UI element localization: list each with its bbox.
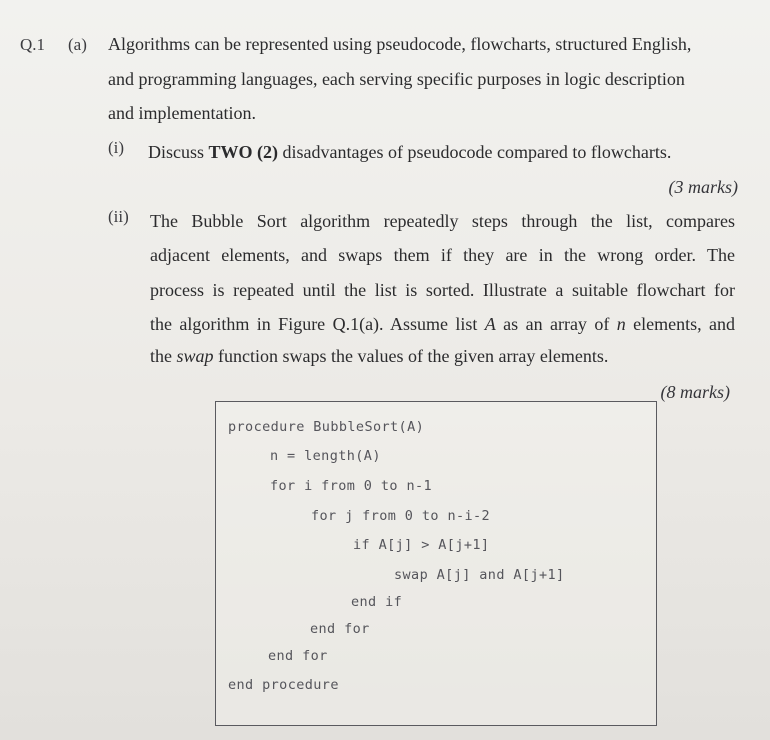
sub-ii-line-4 <box>150 313 735 337</box>
sub-ii-line-4-before: the algorithm in Figure Q.1(a). Assume list <box>150 314 485 334</box>
sub-question-i-label: (i) <box>108 138 125 157</box>
sub-ii-line-4-middle: as an array of <box>495 314 617 334</box>
sub-question-i-marks: (3 marks) <box>668 177 738 197</box>
code-line-outer-for: for i from 0 to n-1 <box>270 478 433 494</box>
sub-ii-italic-swap: swap <box>176 346 214 366</box>
sub-ii-italic-n: n <box>616 314 626 334</box>
code-line-end-outer-for: end for <box>268 648 328 664</box>
part-label: (a) <box>68 35 87 54</box>
sub-ii-line-3: process is repeated until the list is sorted. Illustrate a suitable flowchart for <box>150 280 735 300</box>
code-line-procedure: procedure BubbleSort(A) <box>228 419 425 435</box>
sub-ii-line-1: The Bubble Sort algorithm repeatedly steps through the list, compares <box>150 211 735 231</box>
sub-question-ii-marks: (8 marks) <box>660 382 730 402</box>
sub-ii-line-5 <box>150 345 608 367</box>
code-line-if: if A[j] > A[j+1] <box>353 537 490 553</box>
sub-ii-line-4-after: elements, and <box>625 314 735 334</box>
code-line-inner-for: for j from 0 to n-i-2 <box>311 508 491 524</box>
sub-ii-line-2: adjacent elements, and swaps them if they are in the wrong order. The <box>150 245 735 265</box>
code-line-swap: swap A[j] and A[j+1] <box>394 567 565 583</box>
code-line-length: n = length(A) <box>270 448 381 464</box>
code-line-end-procedure: end procedure <box>228 677 339 693</box>
sub-question-ii-label: (ii) <box>108 207 129 226</box>
sub-i-text-before: Discuss <box>148 142 209 162</box>
code-line-end-if: end if <box>351 594 403 610</box>
sub-ii-line-5-before: the <box>150 346 177 366</box>
intro-line-1: Algorithms can be represented using pseudocode, flowcharts, structured English, <box>108 34 692 54</box>
question-number: Q.1 <box>20 35 46 54</box>
sub-question-i-text <box>148 141 671 163</box>
sub-i-text-bold: TWO (2) <box>208 142 279 162</box>
sub-ii-line-5-after: function swaps the values of the given array elements. <box>213 346 609 366</box>
code-line-end-inner-for: end for <box>310 621 370 637</box>
sub-ii-italic-a: A <box>484 314 496 334</box>
intro-line-3: and implementation. <box>108 103 256 123</box>
intro-line-2: and programming languages, each serving specific purposes in logic description <box>108 69 685 89</box>
sub-i-text-after: disadvantages of pseudocode compared to flowcharts. <box>278 142 672 162</box>
